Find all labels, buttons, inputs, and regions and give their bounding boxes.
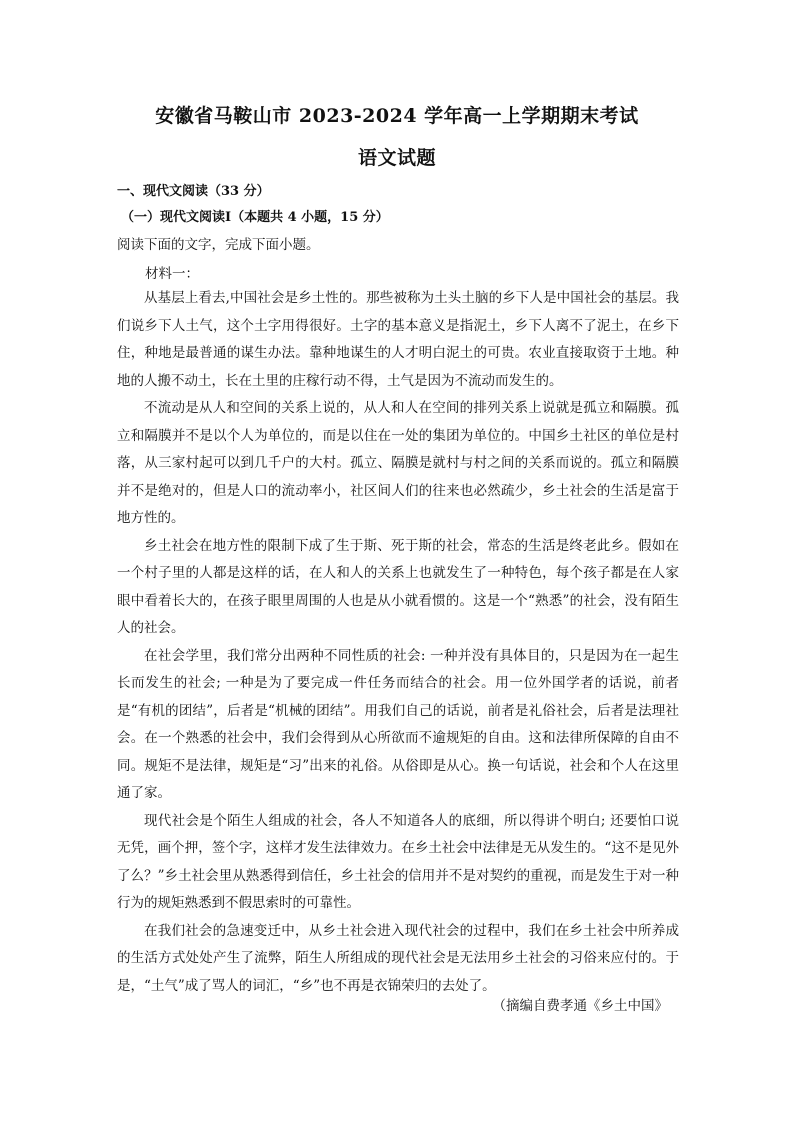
passage-paragraph: 从基层上看去,中国社会是乡土性的。那些被称为土头土脑的乡下人是中国社会的基层。我们说乡下人土气，这个土字用得很好。土字的基本意义是指泥土，乡下人离不了泥土，在乡下住，种地是最普通的谋生办法。靠种地谋生的人才明白泥土的可贵。农业直接取资于土地。种地的人搬不动土，长在土里的庄稼行动不得，土气是因为不流动而发生的。: [117, 290, 679, 389]
subsection-heading: （一）现代文阅读Ⅰ（本题共 4 小题，15 分）: [121, 210, 389, 225]
passage-paragraph: 乡土社会在地方性的限制下成了生于斯、死于斯的社会，常态的生活是终老此乡。假如在一个村子里的人都是这样的话，在人和人的关系上也就发生了一种特色，每个孩子都是在人家眼中看着长大的，在孩子眼里周围的人也是从小就看惯的。这是一个“熟悉”的社会，没有陌生人的社会。: [117, 537, 679, 636]
exam-title: 安徽省马鞍山市 2023-2024 学年高一上学期期末考试: [155, 105, 639, 127]
reading-instruction: 阅读下面的文字，完成下面小题。: [117, 237, 320, 253]
passage-paragraph: 在社会学里，我们常分出两种不同性质的社会: 一种并没有具体目的，只是因为在一起生长而发生的社会; 一种是为了要完成一件任务而结合的社会。用一位外国学者的话说，前者是“有机的团结”，后者是“机械的团结”。用我们自己的话说，前者是礼俗社会，后者是法理社会。在一个熟悉的社会中，我们会得到从心所欲而不逾规矩的自由。这和法律所保障的自由不同。规矩不是法律，规矩是“习”出来的礼俗。从俗即是从心。换一句话说，社会和个人在这里通了家。: [117, 647, 679, 801]
exam-subtitle: 语文试题: [357, 147, 436, 169]
source-citation: （摘编自费孝通《乡土中国》: [492, 998, 668, 1014]
passage-paragraph: 现代社会是个陌生人组成的社会，各人不知道各人的底细，所以得讲个明白; 还要怕口说无凭，画个押，签个字，这样才发生法律效力。在乡土社会中法律是无从发生的。“这不是见外了么？”乡土社会里从熟悉得到信任，乡土社会的信用并不是对契约的重视，而是发生于对一种行为的规矩熟悉到不假思索时的可靠性。: [117, 812, 679, 911]
passage-body: [117, 285, 679, 1000]
passage-paragraph: 不流动是从人和空间的关系上说的，从人和人在空间的排列关系上说就是孤立和隔膜。孤立和隔膜并不是以个人为单位的，而是以住在一处的集团为单位的。中国乡土社区的单位是村落，从三家村起可以到几千户的大村。孤立、隔膜是就村与村之间的关系而说的。孤立和隔膜并不是绝对的，但是人口的流动率小，社区间人们的往来也必然疏少，乡土社会的生活是富于地方性的。: [117, 400, 679, 526]
section-heading: 一、现代文阅读（33 分）: [117, 184, 270, 199]
material-label: 材料一：: [145, 266, 199, 282]
passage-paragraph: 在我们社会的急速变迁中，从乡土社会进入现代社会的过程中，我们在乡土社会中所养成的生活方式处处产生了流弊，陌生人所组成的现代社会是无法用乡土社会的习俗来应付的。于是，“土气”成了骂人的词汇，“乡”也不再是衣锦荣归的去处了。: [117, 922, 679, 994]
